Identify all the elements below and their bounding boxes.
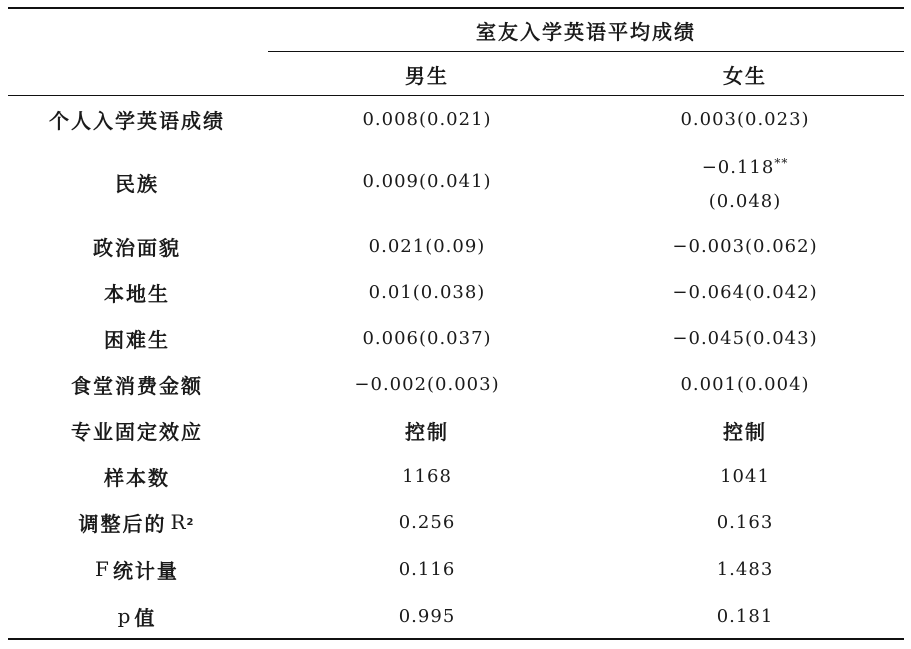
row-label-symbol: R — [170, 510, 186, 534]
column-header-male: 男生 — [405, 63, 449, 88]
table-top-rule — [8, 7, 904, 9]
group-header-rule — [268, 51, 904, 52]
female-value: 1.483 — [716, 558, 774, 580]
row-label-text: 值 — [134, 605, 157, 630]
male-coefficient: 0.021(0.09) — [368, 235, 486, 257]
male-value: 0.995 — [398, 605, 456, 627]
header-bottom-rule — [8, 95, 904, 96]
female-sample-size: 1041 — [720, 465, 770, 487]
row-label-symbol: F — [95, 557, 109, 581]
male-value: 0.256 — [398, 511, 456, 533]
male-coefficient: 0.006(0.037) — [362, 327, 492, 349]
male-control-indicator: 控制 — [405, 419, 449, 444]
column-header-female: 女生 — [723, 63, 767, 88]
coefficient-number: −0.118 — [701, 156, 775, 178]
row-label: 政治面貌 — [93, 235, 181, 260]
female-coefficient — [586, 146, 904, 218]
row-label-superscript: 2 — [186, 516, 196, 528]
male-coefficient: −0.002(0.003) — [354, 373, 500, 395]
male-coefficient: 0.008(0.021) — [362, 108, 492, 130]
female-coefficient: 0.003(0.023) — [680, 108, 810, 130]
female-standard-error: (0.048) — [708, 190, 782, 212]
female-control-indicator: 控制 — [723, 419, 767, 444]
row-label — [8, 548, 266, 590]
row-label: 食堂消费金额 — [71, 373, 203, 398]
male-value: 0.116 — [398, 558, 456, 580]
row-label: 专业固定效应 — [71, 419, 203, 444]
female-value: 0.181 — [716, 605, 774, 627]
row-label: 本地生 — [104, 281, 170, 306]
row-label: 样本数 — [104, 465, 170, 490]
row-label: 困难生 — [104, 327, 170, 352]
row-label — [8, 595, 266, 637]
male-sample-size: 1168 — [402, 465, 452, 487]
male-coefficient: 0.01(0.038) — [368, 281, 486, 303]
row-label-text: 统计量 — [112, 558, 179, 583]
row-label-symbol: p — [117, 604, 131, 628]
row-label — [8, 501, 266, 543]
male-coefficient: 0.009(0.041) — [362, 170, 492, 192]
female-coefficient: −0.003(0.062) — [672, 235, 818, 257]
row-label-text: 调整后的 — [78, 511, 167, 536]
female-coefficient-value — [702, 146, 789, 185]
female-coefficient: −0.045(0.043) — [672, 327, 818, 349]
table-bottom-rule — [8, 638, 904, 640]
group-header: 室友入学英语平均成绩 — [476, 19, 696, 44]
row-label: 民族 — [115, 171, 159, 196]
female-coefficient: 0.001(0.004) — [680, 373, 810, 395]
female-value: 0.163 — [716, 511, 774, 533]
row-label: 个人入学英语成绩 — [49, 108, 225, 133]
female-coefficient: −0.064(0.042) — [672, 281, 818, 303]
significance-stars: ** — [774, 155, 789, 170]
